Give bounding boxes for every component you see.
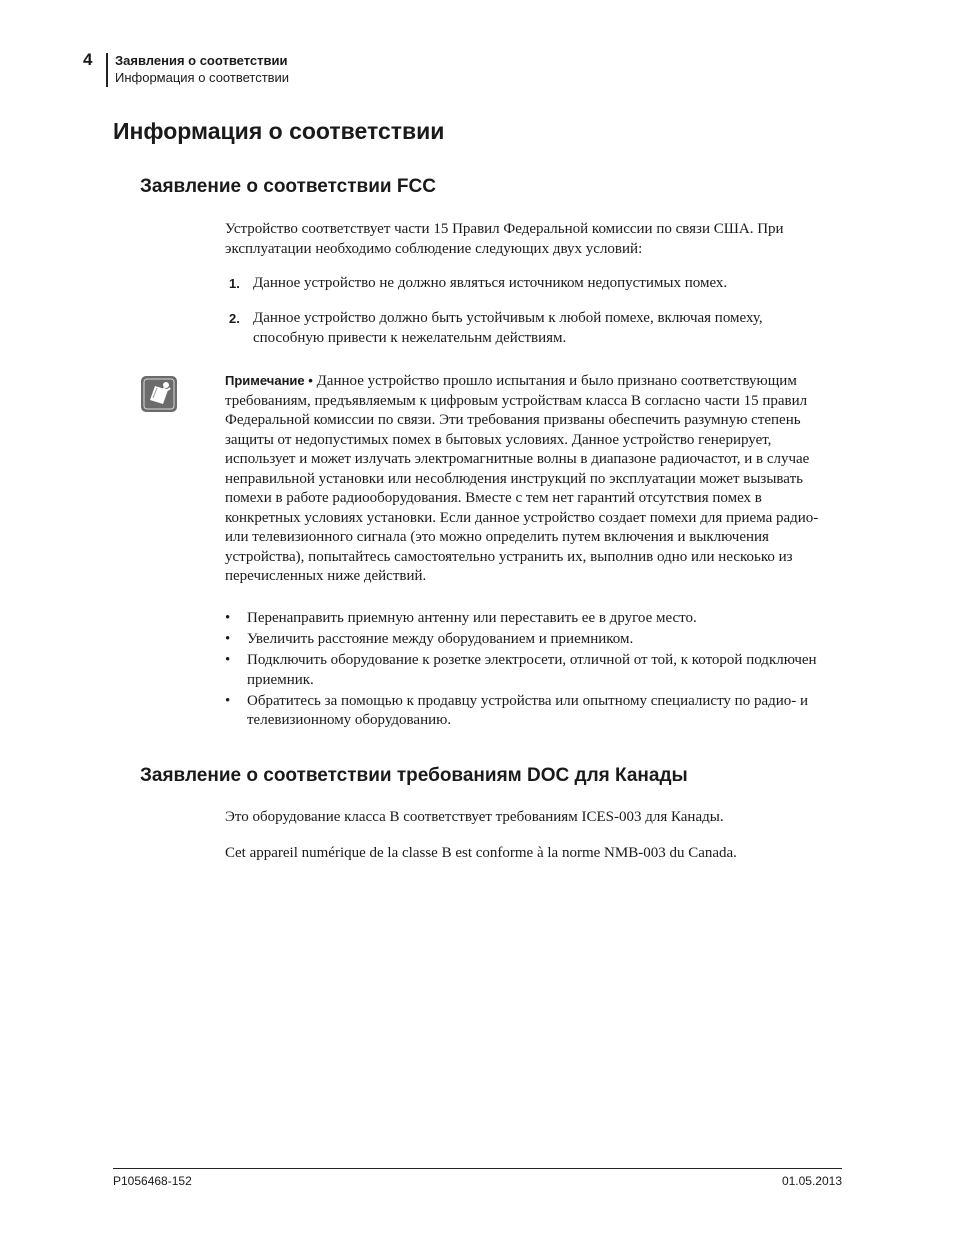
measures-list xyxy=(225,609,835,732)
footer-divider xyxy=(113,1168,842,1169)
fcc-intro: Устройство соответствует части 15 Правил Федеральной комиссии по связи США. При эксплуатации необходимо соблюдение следующих двух условий: xyxy=(225,221,784,257)
bullet-icon: • xyxy=(225,692,231,709)
condition-text: Данное устройство должно быть устойчивым к любой помехе, включая помеху, способную привести к нежелательнм действиям. xyxy=(253,310,763,346)
header-divider xyxy=(106,53,108,87)
list-item: • Подключить оборудование к розетке электросети, отличной от той, к которой подключен приемник. xyxy=(225,652,817,688)
condition-number: 2. xyxy=(229,311,240,326)
footer-date: 01.05.2013 xyxy=(781,1174,842,1188)
header-chapter: Заявления о соответствии xyxy=(115,53,288,68)
note-text: Данное устройство прошло испытания и было признано соответствующим требованиям, предъявляемым к цифровым устройствам класса B согласно части 15 правил Федеральной комиссии по связи. Эти требования призваны обеспечить разумную степень защиты от недопустимых помех в бытовых условиях. Данное устройство генерирует, использует и может излучать электромагнитные волны в диапазоне радиочастот, и в случае неправильной установки или несоблюдения инструкций по эксплуатации может вызывать помехи в работе радиооборудования. Вместе с тем нет гарантий отсутствия помех в конкретных условиях установки. Если данное устройство создает помехи для приема радио- или телевизионного сигнала (это можно определить путем включения и выключения устройства), попытайтесь самостоятельно устранить их, выполнив одно или нескоько из перечисленных ниже действий. xyxy=(225,373,819,584)
fcc-heading: Заявление о соответствии FCC xyxy=(140,176,436,197)
condition-number: 1. xyxy=(229,276,240,291)
note-label: Примечание • xyxy=(225,373,313,388)
list-item: • Увеличить расстояние между оборудованием и приемником. xyxy=(225,630,835,650)
note-hand-icon xyxy=(141,376,177,412)
doc-text-fr: Cet appareil numérique de la classe B est conforme à la norme NMB-003 du Canada. xyxy=(225,845,737,861)
footer-doc-number: P1056468-152 xyxy=(113,1174,192,1188)
header-section: Информация о соответствии xyxy=(115,70,290,85)
condition-item-1 xyxy=(225,274,835,294)
bullet-icon: • xyxy=(225,631,231,647)
fcc-note xyxy=(225,371,835,587)
doc-text-ru: Это оборудование класса B соответствует требованиям ICES-003 для Канады. xyxy=(225,809,724,825)
page-title: Информация о соответствии xyxy=(113,118,445,144)
condition-text: Данное устройство не должно являться источником недопустимых помех. xyxy=(253,275,728,291)
list-item: • Перенаправить приемную антенну или переставить ее в другое место. xyxy=(225,609,835,629)
doc-heading: Заявление о соответствии требованиям DOC для Канады xyxy=(140,765,688,786)
bullet-icon: • xyxy=(225,652,231,668)
list-item: • Обратитесь за помощью к продавцу устройства или опытному специалисту по радио- и телевизионному оборудованию. xyxy=(225,692,809,728)
bullet-icon: • xyxy=(225,610,231,626)
page-number: 4 xyxy=(83,50,93,69)
condition-item-2 xyxy=(225,309,835,348)
